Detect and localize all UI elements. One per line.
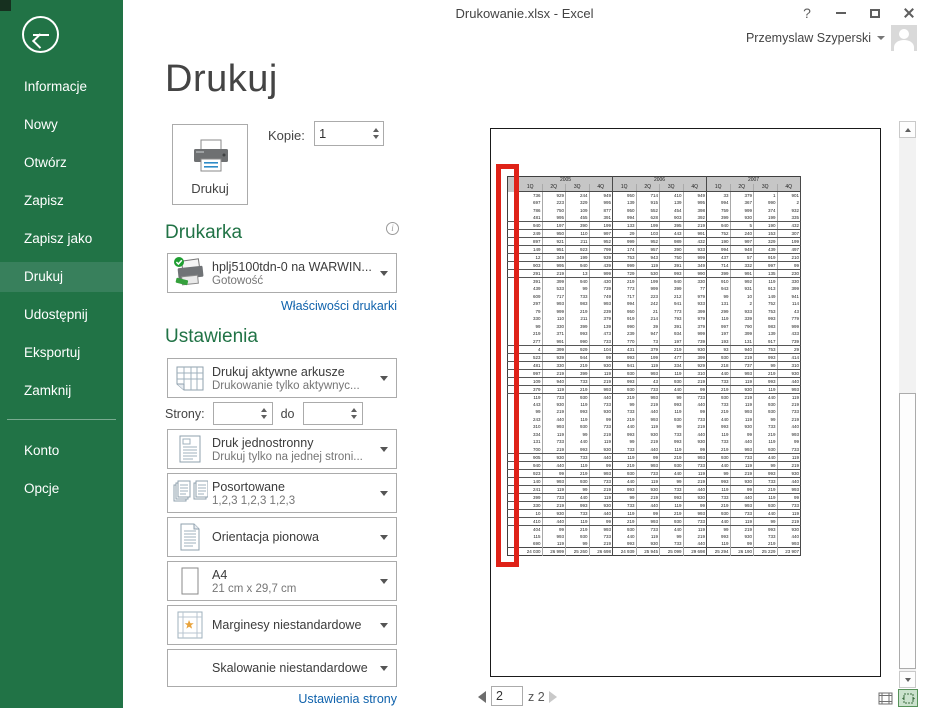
pages-from-stepper[interactable]	[213, 402, 273, 425]
preview-data-row: 481 330 219 930 941 119 334 929 218 737 99 310	[508, 361, 801, 369]
printer-device-icon	[173, 257, 207, 289]
preview-data-row: 219 371 993 473 239 947 934 999 197 399 139 433	[508, 330, 801, 338]
margins-dropdown[interactable]	[167, 605, 397, 645]
help-icon[interactable]: ?	[803, 5, 811, 21]
pages-from-input[interactable]	[214, 403, 257, 424]
zoom-to-page-icon	[901, 692, 916, 705]
settings-section-title: Ustawienia	[165, 326, 258, 347]
one-sided-icon	[177, 434, 203, 464]
preview-data-row: 379 119 219 993 930 733 440 99 219 930 119 993	[508, 385, 801, 393]
preview-data-row: 736 929 244 949 950 714 410 949 33 379 1 901	[508, 192, 801, 200]
maximize-icon[interactable]	[864, 4, 886, 22]
preview-data-row: 786 750 109 877 950 552 454 398 759 999 374 932	[508, 207, 801, 215]
preview-totals-row: 24 030 26 999 25 260 26 698 24 939 25 945 25 099 29 698 25 294 26 190 25 229 23 907	[508, 548, 801, 556]
copies-label: Kopie:	[268, 128, 305, 143]
page-title: Drukuj	[165, 58, 278, 100]
preview-data-row: 10 930 733 440 119 99 219 993 930 733 440 119	[508, 509, 801, 517]
dropdown-label: Marginesy niestandardowe	[212, 618, 362, 632]
pages-label: Strony:	[165, 406, 205, 421]
preview-data-row: 12 349 199 939 753 943 750 999 437 57 919 210	[508, 254, 801, 262]
user-avatar-icon	[891, 25, 917, 51]
print-button-label: Drukuj	[191, 181, 229, 196]
preview-quarter-header-row: 1Q 2Q 3Q 4Q 1Q 2Q 3Q 4Q 1Q 2Q 3Q 4Q	[508, 184, 801, 192]
preview-data-row: 109 940 733 219 993 43 930 219 733 119 993 440	[508, 377, 801, 385]
preview-data-row: 897 921 211 952 999 952 989 432 190 997 329 199	[508, 238, 801, 246]
sidebar-item-opcje[interactable]: Opcje	[24, 481, 60, 496]
preview-data-row: 310 993 930 733 440 119 99 219 993 930 733 440	[508, 423, 801, 431]
dropdown-sublabel: 1,2,3 1,2,3 1,2,3	[212, 494, 296, 507]
sidebar-item-otworz[interactable]: Otwórz	[24, 155, 67, 170]
sidebar-item-nowy[interactable]: Nowy	[24, 117, 58, 132]
preview-year-header-row: 2005 2006 2007	[508, 177, 801, 185]
printer-icon	[191, 139, 231, 175]
preview-data-row: 903 995 940 439 999 119 391 349 714 332 997 99	[508, 262, 801, 270]
sidebar-item-eksportuj[interactable]: Eksportuj	[24, 345, 81, 360]
preview-data-row: 149 951 923 799 174 957 390 933 994 948 439 497	[508, 246, 801, 254]
preview-data-row: 330 219 993 930 733 440 119 99 219 993 930 733	[508, 501, 801, 509]
preview-data-row: 277 991 990 733 770 73 197 739 193 131 917 739	[508, 338, 801, 346]
preview-data-row: 243 440 119 99 219 993 930 733 440 119 99 219	[508, 416, 801, 424]
sidebar-item-zapisz-jako[interactable]: Zapisz jako	[24, 231, 93, 246]
pages-to-spin-buttons[interactable]	[347, 403, 362, 424]
preview-data-row: 330 110 211 379 919 214 793 979 119 339 993 779	[508, 315, 801, 323]
preview-data-row: 443 930 119 733 99 219 993 440 733 119 930 219	[508, 401, 801, 409]
dropdown-sublabel: Drukuj tylko na jednej stroni...	[212, 450, 363, 463]
pages-range-row	[165, 402, 363, 425]
backstage-sidebar	[0, 0, 123, 708]
pages-to-stepper[interactable]	[303, 402, 363, 425]
info-icon[interactable]: i	[386, 222, 399, 235]
preview-data-row: 140 993 930 733 440 119 99 219 993 930 733 440	[508, 477, 801, 485]
preview-data-row: 391 399 940 430 219 199 940 330 910 992 119 330	[508, 278, 801, 286]
back-button[interactable]	[22, 16, 59, 53]
collated-icon	[172, 479, 208, 507]
chevron-down-icon	[380, 623, 388, 628]
preview-data-row: 404 99 219 993 930 733 440 119 99 219 993 930	[508, 525, 801, 533]
preview-data-row: 997 219 399 119 930 993 119 310 440 993 219 930	[508, 369, 801, 377]
dropdown-sublabel: Drukowanie tylko aktywnyc...	[212, 379, 360, 392]
chevron-down-icon	[380, 535, 388, 540]
window-title: Drukowanie.xlsx - Excel	[455, 6, 594, 21]
preview-data-row: 923 99 219 993 930 733 440 119 99 219 993 930	[508, 469, 801, 477]
preview-data-row: 439 533 99 739 773 999 399 77 943 931 913 399	[508, 285, 801, 293]
collation-dropdown[interactable]	[167, 473, 397, 513]
preview-data-row: 241 119 99 219 993 930 733 440 119 99 219 993	[508, 485, 801, 493]
preview-data-row: 905 930 733 440 119 99 219 993 930 733 440 119	[508, 453, 801, 461]
preview-data-row: 297 993 983 993 994 242 941 933 131 2 752 114	[508, 300, 801, 308]
dropdown-label: Drukuj aktywne arkusze	[212, 364, 345, 379]
scroll-down-icon[interactable]	[899, 671, 916, 688]
preview-data-row: 940 197 390 199 133 199 395 219 940 5 190 432	[508, 222, 801, 230]
close-icon[interactable]	[898, 4, 920, 22]
preview-data-row: 481 995 455 391 994 628 903 392 399 930 199 335	[508, 214, 801, 222]
preview-data-row: 291 219 13 999 729 530 993 990 399 991 135 230	[508, 270, 801, 278]
spin-down-icon	[351, 415, 357, 419]
dropdown-label: Skalowanie niestandardowe	[212, 661, 368, 675]
scroll-down-glyph	[905, 678, 911, 682]
pages-to-label: do	[280, 406, 295, 421]
spin-down-icon	[261, 415, 267, 419]
dropdown-label: Orientacja pionowa	[212, 530, 320, 544]
sidebar-item-zapisz[interactable]: Zapisz	[24, 193, 64, 208]
zoom-to-page-button[interactable]	[898, 689, 918, 707]
chevron-down-icon	[380, 491, 388, 496]
preview-data-row: 940 440 119 99 219 993 930 733 440 119 99 219	[508, 461, 801, 469]
copies-spin-buttons[interactable]	[368, 122, 383, 145]
preview-data-row: 334 119 99 219 993 930 733 440 119 99 219 993	[508, 431, 801, 439]
print-what-dropdown[interactable]	[167, 358, 397, 398]
copies-stepper[interactable]	[314, 121, 384, 146]
preview-scrollbar[interactable]	[899, 121, 916, 688]
page-setup-link[interactable]: Ustawienia strony	[298, 692, 397, 706]
paper-size-dropdown[interactable]	[167, 561, 397, 601]
close-glyph	[903, 7, 915, 19]
sidebar-item-informacje[interactable]: Informacje	[24, 79, 88, 94]
chevron-down-icon	[380, 447, 388, 452]
printer-status: Gotowość	[212, 274, 264, 287]
print-button[interactable]	[172, 124, 248, 205]
preview-data-row: 700 219 993 930 733 440 119 99 219 993 930 733	[508, 446, 801, 454]
sidebar-item-konto[interactable]: Konto	[24, 443, 60, 458]
printer-section-title: Drukarka	[165, 222, 243, 243]
pages-to-input[interactable]	[304, 403, 347, 424]
dropdown-label: Druk jednostronny	[212, 435, 314, 450]
printer-name: hplj5100tdn-0 na WARWIN...	[212, 259, 372, 274]
red-highlight-box	[496, 164, 519, 567]
duplex-dropdown[interactable]	[167, 429, 397, 469]
preview-table-wrap	[507, 176, 801, 556]
maximize-glyph	[870, 9, 880, 18]
copies-input[interactable]	[315, 122, 368, 145]
scrollbar-thumb[interactable]	[899, 393, 916, 669]
preview-data-row: 523 939 944 99 993 199 477 399 930 219 993 414	[508, 353, 801, 361]
sidebar-item-zamknij[interactable]: Zamknij	[24, 383, 72, 398]
show-margins-icon	[878, 692, 893, 705]
orientation-dropdown[interactable]	[167, 517, 397, 557]
next-page-button[interactable]	[549, 691, 557, 703]
preview-data-row: 99 219 993 930 733 440 119 99 219 993 930 733	[508, 408, 801, 416]
sidebar-item-udostepnij[interactable]: Udostępnij	[24, 307, 88, 322]
spin-down-icon	[373, 135, 379, 139]
chevron-down-icon	[380, 271, 388, 276]
dropdown-label: A4	[212, 567, 228, 582]
user-name: Przemyslaw Szyperski	[745, 31, 871, 45]
current-page-input[interactable]	[492, 687, 522, 705]
sidebar-divider	[7, 419, 116, 420]
sidebar-item-drukuj[interactable]: Drukuj	[0, 262, 123, 292]
dropdown-sublabel: 21 cm x 29,7 cm	[212, 582, 297, 595]
page-count-label: z 2	[528, 690, 545, 704]
preview-data-row: 697 223 329 995 139 915 139 995 994 367 990 2	[508, 199, 801, 207]
current-page-box[interactable]	[491, 686, 523, 706]
preview-data-row: 131 733 440 119 99 219 993 930 733 440 119 99	[508, 438, 801, 446]
preview-data-row: 690 119 99 219 993 930 733 440 119 99 219 993	[508, 540, 801, 548]
paper-size-icon	[179, 566, 201, 596]
preview-data-row: 119 733 930 440 219 993 99 733 930 219 440 119	[508, 393, 801, 401]
chevron-down-icon	[877, 36, 885, 40]
chevron-down-icon	[380, 376, 388, 381]
spin-up-icon	[373, 128, 379, 132]
printer-properties-link[interactable]: Właściwości drukarki	[281, 299, 397, 313]
preview-data-row: 609 717 733 749 717 223 212 979 99 10 149 941	[508, 293, 801, 301]
chevron-down-icon	[380, 579, 388, 584]
preview-data-row: 249 950 110 997 29 103 443 991 752 240 153 307	[508, 230, 801, 238]
printer-selector[interactable]	[167, 253, 397, 293]
margins-icon	[176, 610, 204, 640]
spin-up-icon	[261, 408, 267, 412]
previous-page-button[interactable]	[478, 691, 486, 703]
window-corner	[0, 0, 11, 11]
minimize-icon[interactable]	[830, 4, 852, 22]
preview-data-row: 115 993 930 733 440 119 99 219 993 930 733 440	[508, 533, 801, 541]
preview-data-row: 79 999 219 239 950 21 773 399 299 933 753 43	[508, 308, 801, 316]
show-margins-button[interactable]	[875, 689, 895, 707]
scroll-up-glyph	[905, 128, 911, 132]
portrait-icon	[178, 522, 202, 552]
preview-data-row: 4 399 929 104 431 379 219 930 93 940 753 29	[508, 345, 801, 353]
scaling-dropdown[interactable]	[167, 649, 397, 687]
scroll-up-icon[interactable]	[899, 121, 916, 138]
preview-data-row: 399 733 440 119 99 219 993 930 733 440 119 99	[508, 493, 801, 501]
account-menu[interactable]	[746, 25, 917, 51]
minimize-glyph	[836, 12, 846, 14]
spin-up-icon	[351, 408, 357, 412]
pages-from-spin-buttons[interactable]	[257, 403, 272, 424]
preview-data-row: 99 330 399 139 990 39 391 379 997 790 983 999	[508, 323, 801, 331]
preview-data-row: 410 440 119 99 219 993 930 733 440 119 99 219	[508, 517, 801, 525]
back-arrow-icon	[33, 34, 49, 36]
chevron-down-icon	[380, 666, 388, 671]
dropdown-label: Posortowane	[212, 479, 285, 494]
active-sheets-icon	[175, 365, 205, 392]
preview-table	[507, 176, 801, 556]
print-preview-page	[490, 128, 881, 677]
